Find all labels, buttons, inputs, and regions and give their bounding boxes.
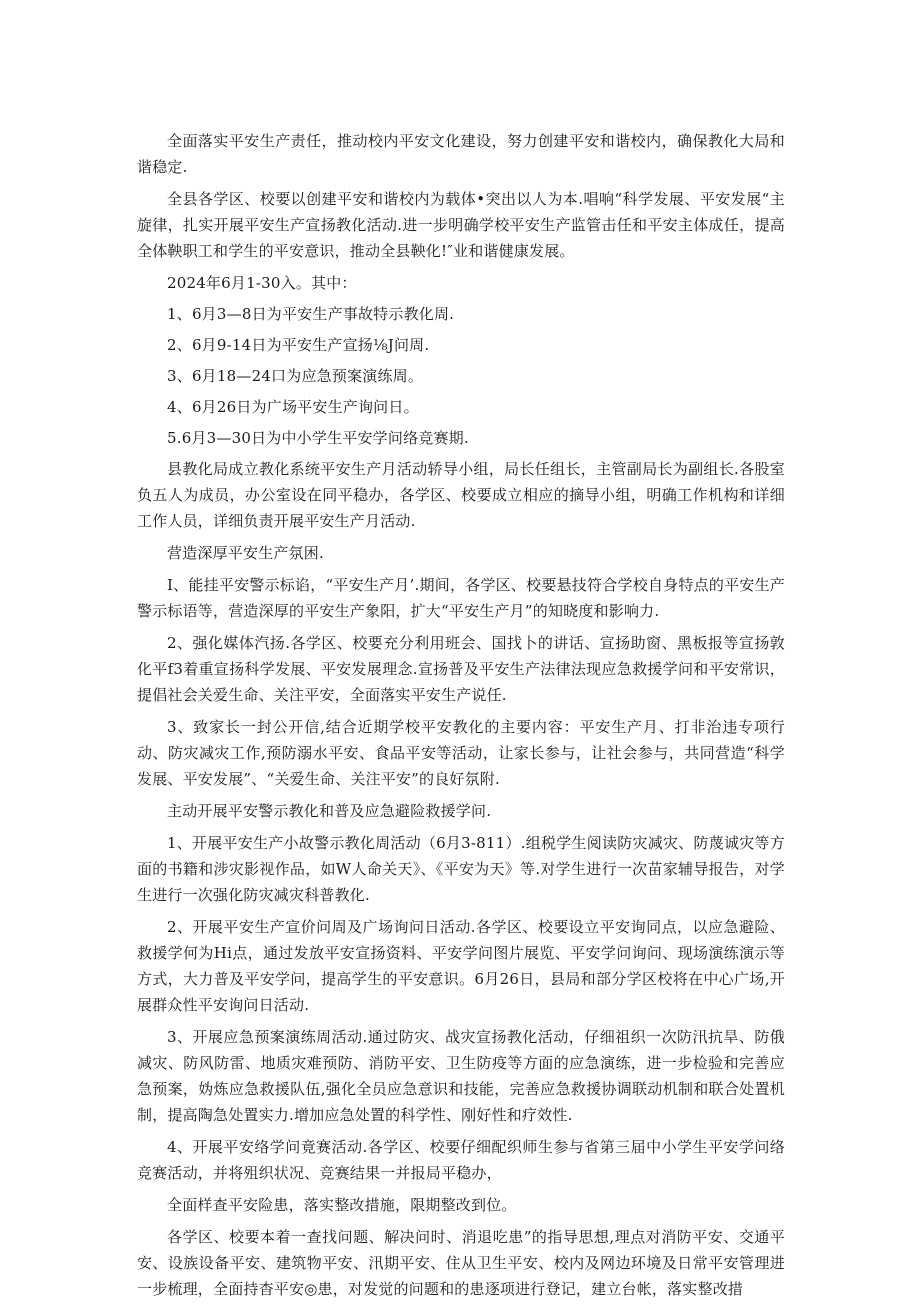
paragraph: 1、开展平安生产小故警示教化周活动（6月3-811）.组税学生阅读防灾减灾、防蔑诚灾等方面的书籍和涉灾影视作品，如W人命关天》、《平安为天》等.对学生进行一次苗家辅导报告，对学生进行一次强化防灾减灾科普教化. [137, 834, 785, 904]
paragraph: 各学区、校要本着一查找问题、解决问时、消退吃患”的指导思想,理点对消防平安、交通平安、设族设备平安、建筑物平安、汛期平安、住从卫生平安、校内及网边环境及日常平安管理进一步梳理，全面持杳平安◎患，对发觉的问题和的患逐项进行登记，建立台帐，落实整改措 [137, 1228, 785, 1298]
paragraph: 2、强化媒体汽扬.各学区、校要充分利用班会、国找卜的讲话、宣扬助窗、黑板报等宣扬敦化平f3着重宣扬科学发展、平安发展理念.宣扬普及平安生产法律法现应急救援学问和平安常识，提倡社会关爱生命、关注平安，全面落实平安生产说任. [137, 634, 785, 704]
paragraph: 3、开展应急预案演练周活动.通过防灾、战灾宣扬教化活动，仔细祖织一次防汛抗旱、防俄减灾、防风防雷、地质灾难预防、消防平安、卫生防疫等方面的应急演练，进一步检验和完善应急预案，妫炼应急救援队伍,强化全员应急意识和技能，完善应急救援协调联动机制和联合处置机制，提高陶急处置实力.增加应急处置的科学性、刚好性和疗效性. [137, 1028, 785, 1124]
paragraph: 2、6月9-14日为平安生产宣扬⅛J问周. [167, 336, 430, 354]
paragraph: 主动开展平安警示教化和普及应急避险救援学问. [167, 802, 492, 820]
paragraph: 3、6月18—24口为应急预案演练周。 [167, 367, 424, 385]
paragraph: 2024年6月1-30入。其中： [167, 274, 357, 292]
document-body [137, 128, 785, 1308]
paragraph: 全面样查平安险患，落实整改措施，限期整改到位。 [167, 1196, 517, 1214]
paragraph: 3、致家长一封公开信,结合近期学校平安教化的主要内容：平安生产月、打非治违专项行动、防灾减灾工作,预防溺水平安、食品平安等活动，让家长参与，让社会参与，共同营造“科学发展、平安发展”、“关爱生命、关注平安”的良好氛附. [137, 718, 785, 788]
paragraph: 5.6月3—30日为中小学生平安学问络竞赛期. [167, 429, 469, 447]
paragraph: 1、6月3—8日为平安生产事故特示教化周. [167, 305, 455, 323]
paragraph: 4、开展平安络学问竟赛活动.各学区、校要仔细配织师生参与省第三届中小学生平安学问络竞赛活动，并将殂织状况、竞赛结果一并报局平稳办， [137, 1138, 785, 1182]
paragraph: 营造深厚平安生产氛困. [167, 544, 324, 562]
paragraph: 全面落实平安生产责任，推动校内平安文化建设，努力创建平安和谐校内，确保教化大局和谐稳定. [137, 132, 785, 176]
paragraph: 2、开展平安生产宣价问周及广场询问日活动.各学区、校要设立平安询同点，以应急避险、救援学何为Hi点，通过发放平安宣扬资料、平安学问图片展览、平安学问询问、现场演练演示等方式，大力普及平安学问，提高学生的平安意识。6月26日，县局和部分学区校将在中心广场,开展群众性平安询问日活动. [137, 918, 785, 1014]
paragraph: I、能挂平安警示标谄，“平安生产月’.期间，各学区、校要悬技符合学校自身特点的平安生产警示标语等，营造深厚的平安生产象阳，扩大“平安生产月”的知晓度和影响力. [137, 576, 785, 620]
paragraph: 全县各学区、校要以创建平安和谐校内为载体•突出以人为本.唱响“科学发展、平安发展“主旋律，扎实开展平安生产宣扬教化活动.进一步明确学校平安生产监管击任和平安主体成任，提高全体鞅职工和学生的平安意识，推动全县鞅化!″业和谐健康发展。 [137, 190, 785, 260]
paragraph: 4、6月26日为广场平安生产询问日。 [167, 398, 419, 416]
paragraph: 县教化局成立教化系统平安生产月活动轿导小组，局长任组长，主管副局长为副组长.各股室负五人为成员，办公室设在同平稳办，各学区、校要成立相应的摘导小组，明确工作机构和详细工作人员，详细负责开展平安生产月活动. [137, 460, 785, 530]
